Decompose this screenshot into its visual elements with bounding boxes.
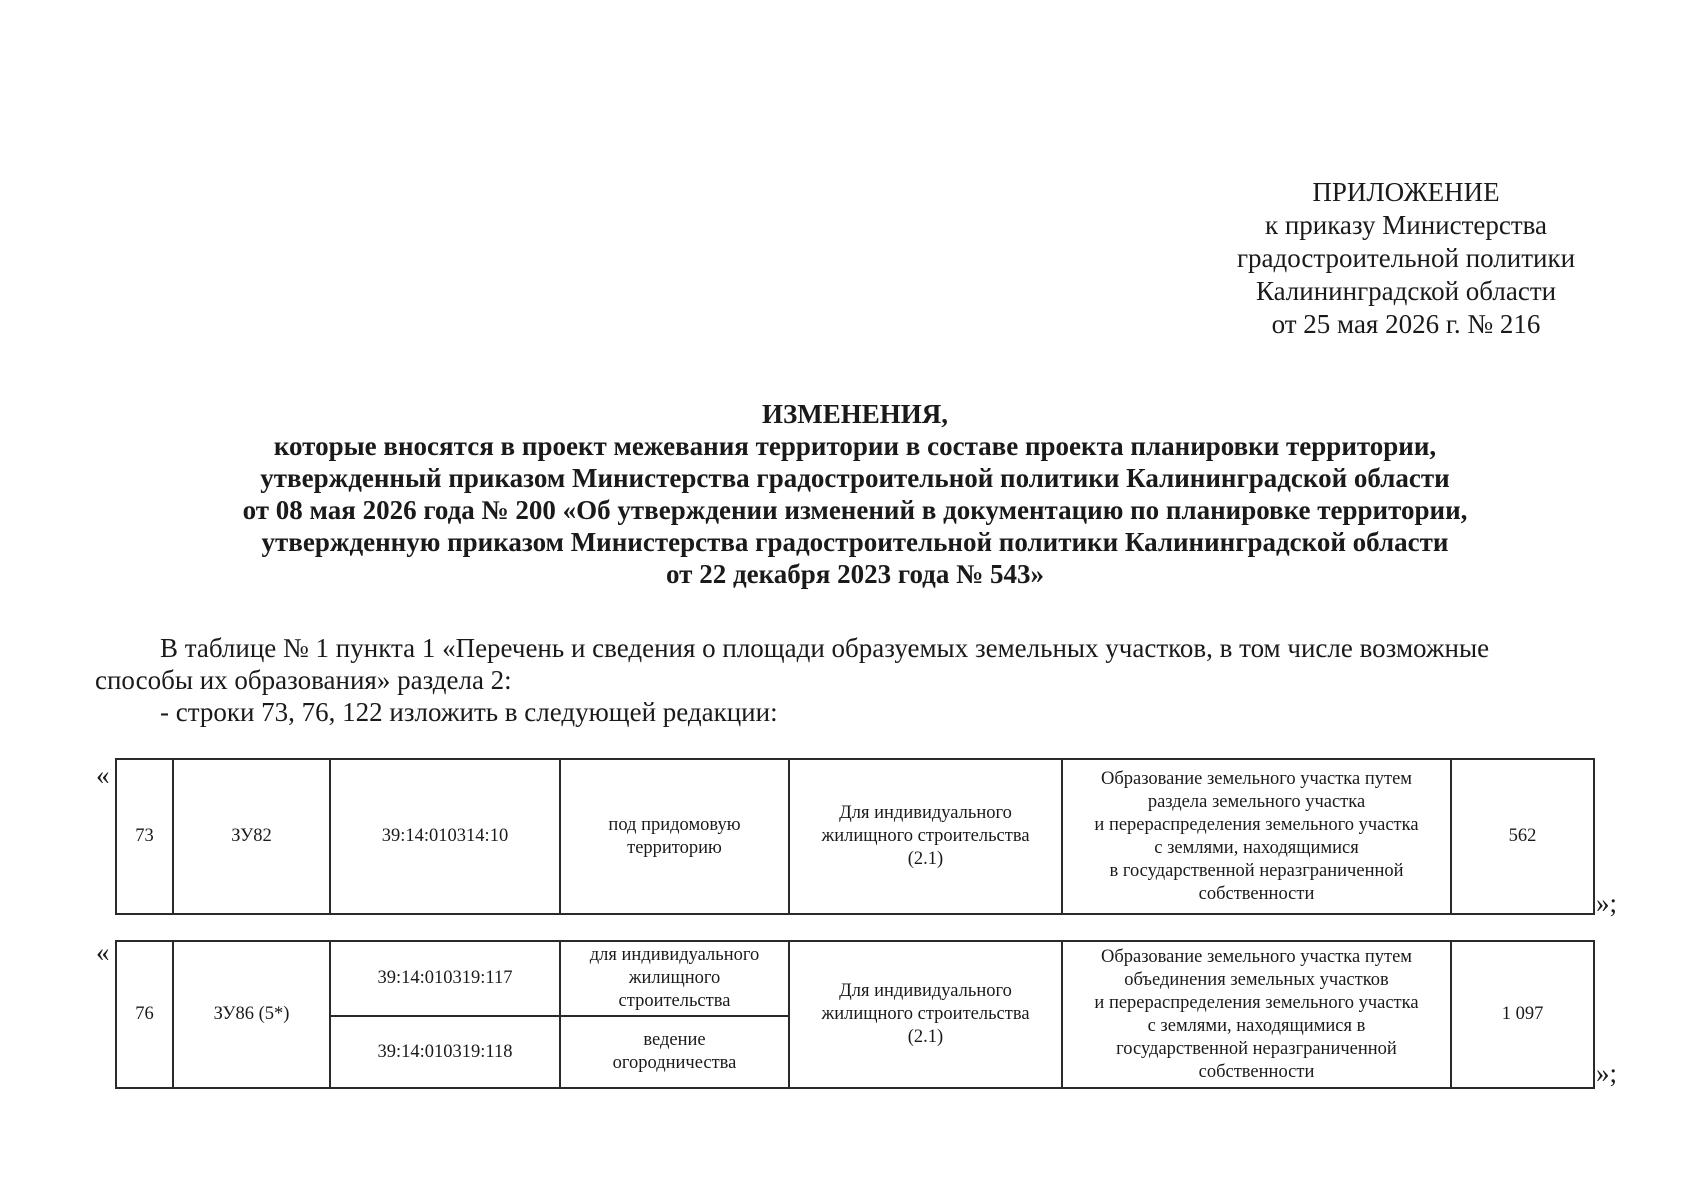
body-paragraph-line-2: способы их образования» раздела 2:	[95, 665, 512, 695]
cadastral-number-2: 39:14:010319:118	[330, 1016, 560, 1088]
body-paragraph-line-1: В таблице № 1 пункта 1 «Перечень и сведения о площади образуемых земельных участков, в том числе возможные	[160, 633, 1490, 663]
opening-quote-row-76: «	[96, 937, 110, 967]
formation-method: Образование земельного участка путем объединения земельных участков и перераспределения земельного участка с землями, находящимися в государственной неразграниченной собственности	[1062, 941, 1451, 1088]
title-line-5: утвержденную приказом Министерства градостроительной политики Калининградской области	[261, 527, 1449, 557]
closing-quote-row-73: »;	[1596, 888, 1618, 918]
parcel-designation: ЗУ82	[173, 759, 330, 914]
appendix-line-3: градостроительной политики	[1236, 243, 1576, 273]
title-line-1: ИЗМЕНЕНИЯ,	[761, 399, 948, 429]
parcel-area: 1 097	[1451, 941, 1594, 1088]
opening-quote-row-73: «	[96, 760, 110, 790]
cadastral-number-1: 39:14:010319:117	[330, 941, 560, 1016]
current-use: под придомовую территорию	[560, 759, 789, 914]
body-instruction: - строки 73, 76, 122 изложить в следующей редакции:	[160, 697, 778, 727]
parcel-designation: ЗУ86 (5*)	[173, 941, 330, 1088]
permitted-use: Для индивидуального жилищного строительства (2.1)	[789, 759, 1062, 914]
title-line-6: от 22 декабря 2023 года № 543»	[666, 559, 1044, 589]
current-use-2: ведение огородничества	[560, 1016, 789, 1088]
table-row-76	[115, 940, 1595, 1089]
row-number: 76	[116, 941, 173, 1088]
row-number: 73	[116, 759, 173, 914]
cadastral-number: 39:14:010314:10	[330, 759, 560, 914]
formation-method: Образование земельного участка путем раздела земельного участка и перераспределения земельного участка с землями, находящимися в государственной неразграниченной собственности	[1062, 759, 1451, 914]
title-line-2: которые вносятся в проект межевания территории в составе проекта планировки территории,	[273, 431, 1437, 461]
document-title	[70, 398, 1640, 590]
permitted-use: Для индивидуального жилищного строительства (2.1)	[789, 941, 1062, 1088]
appendix-line-4: Калининградской области	[1255, 276, 1557, 306]
appendix-line-5: от 25 мая 2026 г. № 216	[1271, 309, 1541, 339]
appendix-line-1: ПРИЛОЖЕНИЕ	[1312, 177, 1500, 207]
title-line-4: от 08 мая 2026 года № 200 «Об утверждении изменений в документацию по планировке территории,	[242, 495, 1468, 525]
appendix-line-2: к приказу Министерства	[1264, 210, 1548, 240]
closing-quote-row-76: »;	[1596, 1058, 1618, 1088]
parcel-area: 562	[1451, 759, 1594, 914]
title-line-3: утвержденный приказом Министерства градостроительной политики Калининградской области	[260, 463, 1450, 493]
table-row-73	[115, 758, 1595, 915]
current-use-1: для индивидуального жилищного строительства	[560, 941, 789, 1016]
appendix-header	[1186, 176, 1626, 341]
